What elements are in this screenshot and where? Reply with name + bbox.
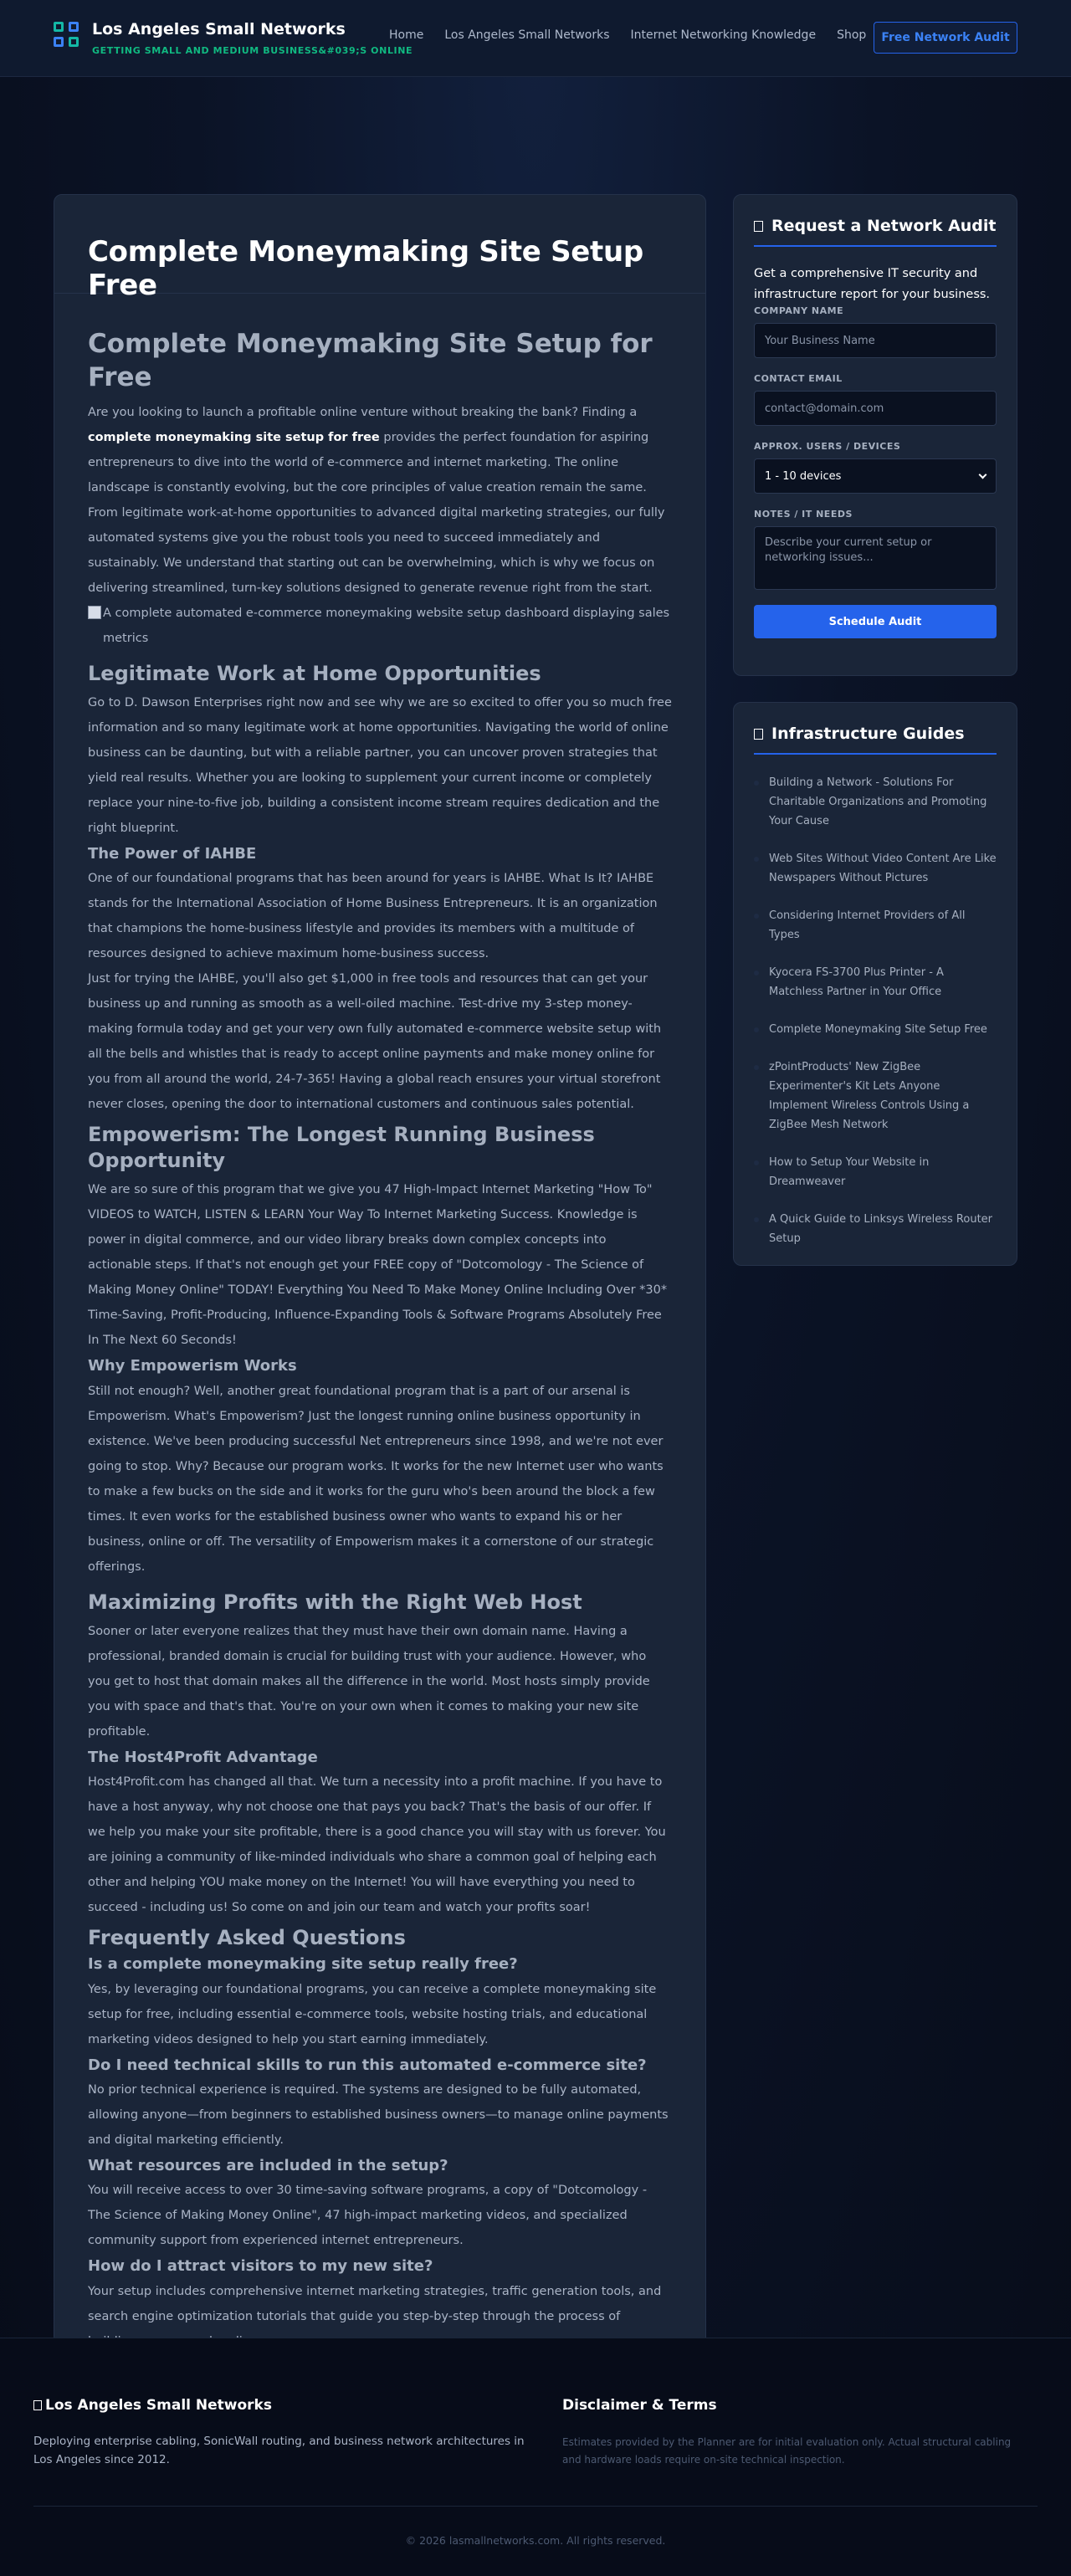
paragraph-iahbe-1: One of our foundational programs that has been around for years is IAHBE. What Is It? IAHBE stands for the International Association of Home Business Entrepreneurs. It is an organization that champions the home-business lifestyle and provides its members with a multitude of resources designed to achieve maximum home-business success. (88, 872, 658, 961)
paragraph-work: Go to D. Dawson Enterprises right now and see why we are so excited to offer you so much free information and so many legitimate work at home opportunities. Navigating the world of online business can be daunting, but with a reliable partner, you can uncover proven strategies that yield real results. Whether you are looking to supplement your current income or completely replace your nine-to-five job, building a consistent income stream requires dedication and the right blueprint. (88, 695, 672, 835)
paragraph-iahbe-2: Just for trying the IAHBE, you'll also get $1,000 in free tools and resources that can get your business up and running as smooth as a well-oiled machine. Test-drive my 3-step money-making formula today and get your very own fully automated e-commerce website setup with all the bells and whistles that is ready to accept online payments and make money online for you from all around the world, 24-7-365! Having a global reach ensures your virtual storefront never closes, opening the door to international customers and continuous sales potential. (88, 972, 662, 1112)
bullet-icon (754, 781, 759, 786)
contact-email-group (754, 373, 997, 426)
users-devices-group (754, 441, 997, 494)
bullet-icon (754, 1065, 759, 1070)
intro-highlight: complete moneymaking site setup for free (88, 430, 380, 444)
missing-glyph-icon (754, 221, 763, 232)
bullet-icon (754, 1160, 759, 1165)
audit-intro: Get a comprehensive IT security and infrastructure report for your business. (754, 267, 991, 301)
guide-link[interactable]: How to Setup Your Website in Dreamweaver (754, 1153, 997, 1191)
notes-group (754, 509, 997, 590)
audit-card-title: Request a Network Audit (754, 217, 997, 247)
guide-list (754, 773, 997, 1248)
bullet-icon (754, 857, 759, 862)
footer-title: Los Angeles Small Networks (33, 2397, 527, 2414)
section-heading-empowerism: Empowerism: The Longest Running Business Opportunity (88, 1123, 595, 1173)
paragraph-why-empowerism: Still not enough? Well, another great foundational program that is a part of our arsenal is Empowerism. What's Empowerism? Just the longest running online business opportunity in existence. We've been producing successful Net entrepreneurs since 1998, and we're not ever going to stop. Why? Because our program works. It works for the new Internet user who wants to make a few bucks on the side and it works for the guru who's been around the block a few times. It even works for the established business owner who wants to expand his or her business, online or off. The versatility of Empowerism makes it a cornerstone of our strategic offerings. (88, 1384, 664, 1574)
section-heading-work: Legitimate Work at Home Opportunities (88, 661, 541, 685)
bullet-icon (754, 970, 759, 976)
footer-divider (33, 2506, 1038, 2507)
subheading-iahbe: The Power of IAHBE (88, 844, 257, 863)
nav-home[interactable]: Home (389, 28, 424, 42)
logo-icon[interactable] (54, 22, 80, 49)
copyright: © 2026 lasmallnetworks.com. All rights reserved. (405, 2534, 666, 2547)
faq-answer: Yes, by leveraging our foundational programs, you can receive a complete moneymaking site setup for free, including essential e-commerce tools, website hosting trials, and educational marketing videos designed to help you start earning immediately. (88, 1982, 657, 2046)
nav-la-small-networks[interactable]: Los Angeles Small Networks (444, 28, 610, 42)
article-main-heading: Complete Moneymaking Site Setup for Free (88, 329, 653, 393)
site-tagline: GETTING SMALL AND MEDIUM BUSINESS&#039;S ONLINE (92, 45, 413, 56)
free-network-audit-button[interactable]: Free Network Audit (874, 22, 1017, 54)
guide-link[interactable]: Kyocera FS-3700 Plus Printer - A Matchless Partner in Your Office (754, 963, 997, 1001)
faq-answer: No prior technical experience is required. The systems are designed to be fully automated, allowing anyone—from beginners to established business owners—to manage online payments and digital marketing efficiently. (88, 2083, 669, 2148)
faq-answer: You will receive access to over 30 time-saving software programs, a copy of "Dotcomology - The Science of Making Money Online", 47 high-impact marketing videos, and specialized community support from experienced internet entrepreneurs. (88, 2184, 648, 2248)
users-devices-label: APPROX. USERS / DEVICES (754, 441, 901, 452)
image-alt-text: A complete automated e-commerce moneymaking website setup dashboard displaying sales metrics (103, 606, 670, 645)
site-title[interactable]: Los Angeles Small Networks (92, 20, 346, 38)
paragraph-host4profit: Host4Profit.com has changed all that. We turn a necessity into a profit machine. If you have to have a host anyway, why not choose one that pays you back? That's the basis of our offer. If we help you make your site profitable, there is a good chance you will stay with us forever. You are joining a community of like-minded individuals who share a common goal of helping each other and helping YOU make money on the Internet! You will have everything you need to succeed - including us! So come on and join our team and watch your profits soar! (88, 1775, 666, 1915)
footer-disclaimer (562, 2397, 1031, 2469)
users-devices-value: 1 - 10 devices (765, 469, 842, 483)
company-name-label: COMPANY NAME (754, 305, 844, 316)
users-devices-select[interactable] (754, 458, 997, 494)
contact-email-input[interactable]: contact@domain.com (754, 391, 997, 426)
guides-card-title: Infrastructure Guides (754, 725, 997, 755)
guide-link[interactable]: A Quick Guide to Linksys Wireless Router Setup (754, 1210, 997, 1248)
missing-glyph-icon (754, 729, 763, 740)
contact-email-label: CONTACT EMAIL (754, 373, 843, 384)
nav-networking-knowledge[interactable]: Internet Networking Knowledge (630, 28, 817, 42)
article-header (54, 195, 705, 302)
faq-question: How do I attract visitors to my new site? (88, 2257, 433, 2276)
guide-link[interactable]: Building a Network - Solutions For Charitable Organizations and Promoting Your Cause (754, 773, 997, 831)
faq-answer: Your setup includes comprehensive internet marketing strategies, traffic generation tools, and search engine optimization tutorials that guide you step-by-step through the process of (88, 2284, 662, 2323)
article-card (54, 194, 706, 2376)
bullet-icon (754, 1027, 759, 1032)
broken-image (88, 601, 672, 651)
section-heading-faq: Frequently Asked Questions (88, 1926, 406, 1950)
subheading-why-empowerism: Why Empowerism Works (88, 1357, 297, 1375)
page-title: Complete Moneymaking Site Setup Free (88, 235, 643, 302)
schedule-audit-button[interactable]: Schedule Audit (754, 605, 997, 638)
guide-link[interactable]: Considering Internet Providers of All Types (754, 906, 997, 945)
faq-list (88, 1954, 672, 2353)
disclaimer-text: Estimates provided by the Planner are for initial evaluation only. Actual structural cabling and hardware loads require on-site technical inspection. (562, 2436, 1012, 2466)
bullet-icon (754, 914, 759, 919)
paragraph-empowerism: We are so sure of this program that we give you 47 High-Impact Internet Marketing "How To" VIDEOS to WATCH, LISTEN & LEARN Your Way To Internet Marketing Success. Knowledge is power in digital commerce, and our video library breaks down complex concepts into actionable steps. If that's not enough get your FREE copy of "Dotcomology - The Science of Making Money Online" TODAY! Everything You Need To Make Money Online Including Over *30* Time-Saving, Profit-Producing, Influence-Expanding Tools & Software Programs Absolutely Free In The Next 60 Seconds! (88, 1183, 668, 1348)
infrastructure-guides-card (733, 702, 1017, 1266)
guide-link[interactable]: Complete Moneymaking Site Setup Free (754, 1020, 997, 1039)
bullet-icon (754, 1217, 759, 1222)
faq-question: Do I need technical skills to run this automated e-commerce site? (88, 2056, 647, 2074)
network-audit-card (733, 194, 1017, 676)
notes-textarea[interactable]: Describe your current setup or networking issues... (754, 526, 997, 590)
guide-link[interactable]: Web Sites Without Video Content Are Like Newspapers Without Pictures (754, 849, 997, 888)
site-footer (0, 2338, 1071, 2576)
chevron-down-icon (979, 470, 987, 479)
notes-label: NOTES / IT NEEDS (754, 509, 853, 520)
nav-shop[interactable]: Shop (837, 28, 867, 42)
company-name-group (754, 305, 997, 358)
disclaimer-title: Disclaimer & Terms (562, 2397, 717, 2414)
missing-glyph-icon (33, 2400, 42, 2410)
intro-paragraph: Are you looking to launch a profitable online venture without breaking the bank? Finding a complete moneymaking site setup for free provides the perfect foundation for aspiring entrepreneurs to dive into the world of e-commerce and internet marketing. The online landscape is constantly evolving, but the core principles of value creation remain the same. From legitimate work-at-home opportunities to advanced digital marketing strategies, our fully automated systems give you the robust tools you need to succeed immediately and sustainably. We understand that starting out can be overwhelming, which is why we focus on delivering streamlined, turn-key solutions designed to generate revenue right from the start. (88, 405, 665, 595)
faq-question: Is a complete moneymaking site setup really free? (88, 1955, 518, 1974)
company-name-input[interactable]: Your Business Name (754, 323, 997, 358)
footer-about (33, 2397, 527, 2469)
subheading-host4profit: The Host4Profit Advantage (88, 1748, 318, 1766)
main-nav (389, 28, 866, 42)
guide-link[interactable]: zPointProducts' New ZigBee Experimenter's Kit Lets Anyone Implement Wireless Controls Using a ZigBee Mesh Network (754, 1058, 997, 1134)
site-header (0, 0, 1071, 77)
broken-image-icon (88, 606, 101, 619)
article-body (54, 294, 705, 2354)
footer-about-text: Deploying enterprise cabling, SonicWall routing, and business network architectures in Los Angeles since 2012. (33, 2435, 525, 2466)
paragraph-web-host: Sooner or later everyone realizes that they must have their own domain name. Having a professional, branded domain is crucial for building trust with your audience. However, who you get to host that domain makes all the difference in the world. Most hosts simply provide you with space and that's that. You're on your own when it comes to making your new site profitable. (88, 1624, 650, 1739)
section-heading-web-host: Maximizing Profits with the Right Web Host (88, 1590, 582, 1614)
faq-question: What resources are included in the setup? (88, 2157, 448, 2175)
